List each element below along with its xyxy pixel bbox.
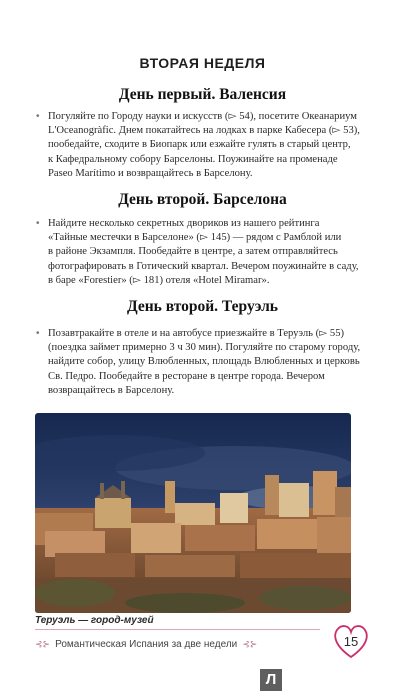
text-line: L'Oceanogràfic. Днем покатайтесь на лодках в парке Кабесера (▻ 53), [48, 125, 360, 137]
book-title: Романтическая Испания за две недели [55, 639, 238, 650]
bullet-icon: • [36, 111, 40, 122]
text-line: Найдите несколько секретных двориков из нашего рейтинга [48, 218, 320, 229]
bullet-icon: • [36, 328, 40, 339]
day-heading-valencia: День первый. Валенсия [118, 86, 287, 103]
text-line: Paseo Marítimo и возвращайтесь в Барселону. [48, 167, 253, 179]
caption-divider [35, 629, 320, 630]
photo-caption: Теруэль — город-музей [35, 615, 154, 626]
teruel-city-photo [35, 413, 351, 613]
day-heading-teruel: День второй. Теруэль [126, 298, 279, 315]
text-line: пообедайте, сходите в Биопарк или езжайте гулять в старый центр, [48, 139, 351, 151]
bullet-icon: • [36, 218, 40, 229]
text-line: в районе Экзампля. Пообедайте в центре, а затем отправляйтесь [48, 246, 338, 258]
paragraph-valencia [36, 110, 366, 181]
running-footer [35, 639, 257, 650]
paragraph-teruel [36, 327, 366, 398]
text-line: «Тайные местечки в Барселоне» (▻ 145) — рядом с Рамблой или [48, 232, 342, 244]
ornament-icon: ⊰⊱ [242, 639, 258, 649]
text-line: в баре «Forestier» (▻ 181) отеля «Hotel Miramar». [48, 274, 270, 286]
text-line: возвращайтесь в Барселону. [48, 384, 175, 396]
ornament-icon: ⊰⊱ [35, 639, 51, 649]
paragraph-barcelona [36, 217, 366, 288]
text-line: к Кафедральному собору Барселоны. Поужинайте на променаде [48, 153, 338, 165]
text-line: найдите собор, улицу Влюбленных, площадь Влюбленных и церковь [48, 356, 360, 368]
week-title: ВТОРАЯ НЕДЕЛЯ [139, 55, 266, 71]
day-heading-barcelona: День второй. Барселона [118, 191, 287, 208]
text-line: Св. Педро. Пообедайте в ресторане в центре города. Вечером [48, 370, 325, 382]
text-line: Позавтракайте в отеле и на автобусе приезжайте в Теруэль (▻ 55) [48, 328, 345, 339]
text-line: фотографировать в Готический квартал. Вечером поужинайте в саду, [48, 260, 359, 272]
text-line: Погуляйте по Городу науки и искусств (▻ 54), посетите Океанариум [48, 111, 357, 122]
text-line: (поездка займет примерно 3 ч 30 мин). Погуляйте по старому городу, [48, 342, 361, 354]
watermark-logo: Л [260, 669, 282, 691]
page-number: 15 [343, 634, 359, 649]
